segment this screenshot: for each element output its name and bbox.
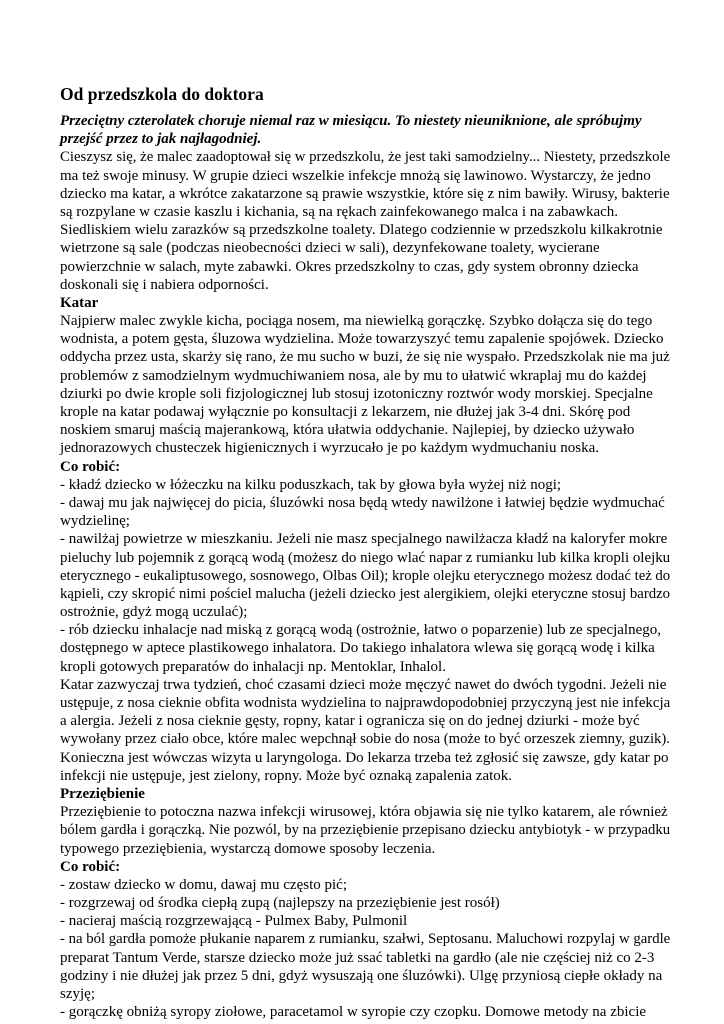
paragraph-line: oddycha przez usta, skarży się rano, że mu sucho w buzi, że się nie wyspało. Przedszkolak nie ma już <box>60 349 670 366</box>
paragraph-line: - nacieraj maścią rozgrzewającą - Pulmex Baby, Pulmonil <box>60 913 408 930</box>
document-page <box>60 84 670 1021</box>
paragraph-line: pieluchy lub pojemnik z gorącą wodą (możesz do niego wlać napar z rumianku lub kilka kropli olejku <box>60 549 671 566</box>
paragraph-line: preparat Tantum Verde, starsze dziecko może już ssać tabletki na gardło (ale nie częściej niż co 2-3 <box>60 949 655 966</box>
lead-paragraph-line: Przeciętny czterolatek choruje niemal raz w miesiącu. To niestety nieuniknione, ale spróbujmy <box>60 113 642 129</box>
paragraph-line: noskiem smaruj maścią majerankową, która ułatwia oddychanie. Najlepiej, by dziecko używało <box>60 422 635 439</box>
paragraph-line: - nawilżaj powietrze w mieszkaniu. Jeżeli nie masz specjalnego nawilżacza kładź na kaloryfer mokre <box>60 531 668 548</box>
section-heading: Przeziębienie <box>60 785 145 802</box>
paragraph-line: wodnista, a potem gęsta, śluzowa wydzielina. Może towarzyszyć temu zapalenie spojówek. Dziecko <box>60 331 664 348</box>
paragraph-line: Katar zazwyczaj trwa tydzień, choć czasami dzieci może męczyć nawet do dwóch tygodni. Jeżeli nie <box>60 676 667 693</box>
section-heading: Co robić: <box>60 858 121 875</box>
paragraph-line: - kładź dziecko w łóżeczku na kilku poduszkach, tak by głowa była wyżej niż nogi; <box>60 476 562 493</box>
paragraph-line: kropli gotowych preparatów do inhalacji np. Mentoklar, Inhalol. <box>60 658 446 675</box>
paragraph-line: - zostaw dziecko w domu, dawaj mu często pić; <box>60 876 347 893</box>
paragraph-line: doskonali się i nabiera odporności. <box>60 276 269 293</box>
paragraph-line: infekcji nie ustępuje, jest zielony, ropny. Może być oznaką zapalenia zatok. <box>60 767 513 784</box>
document-body <box>60 112 670 1021</box>
paragraph-line: dostępnego w aptece plastikowego inhalatora. Do takiego inhalatora wlewa się gorącą wodę i kilka <box>60 640 655 657</box>
paragraph-line: Cieszysz się, że malec zaadoptował się w przedszkolu, że jest taki samodzielny... Niestety, przedszkole <box>60 149 671 166</box>
paragraph-line: wywołany przez ciało obce, które malec wepchnął sobie do nosa (może to być orzeszek ziemny, guzik). <box>60 731 670 748</box>
paragraph-line: problemów z samodzielnym wydmuchiwaniem nosa, ale by mu to ułatwić wkraplaj mu do każdej <box>60 367 647 384</box>
paragraph-line: dziurki po dwie krople soli fizjologicznej lub stosuj izotoniczny roztwór wody morskiej. Specjalne <box>60 385 653 402</box>
paragraph-line: kąpieli, czy skropić nimi pościel malucha (jeżeli dziecko jest alergikiem, olejki eteryczne stosuj bardzo <box>60 585 671 602</box>
paragraph-line: eterycznego - eukaliptusowego, sosnowego, Olbas Oil); krople olejku eterycznego możesz dodać też do <box>60 567 671 584</box>
document-title: Od przedszkola do doktora <box>60 84 264 104</box>
section-heading: Katar <box>60 294 99 311</box>
paragraph-line: - na ból gardła pomoże płukanie naparem z rumianku, szałwi, Septosanu. Maluchowi rozpylaj w gardle <box>60 931 671 948</box>
paragraph-line: - rób dziecku inhalacje nad miską z gorącą wodą (ostrożnie, łatwo o poparzenie) lub ze specjalnego, <box>60 622 661 639</box>
section-heading: Co robić: <box>60 458 121 475</box>
paragraph-line: szyję; <box>60 986 95 1002</box>
paragraph-line: Przeziębienie to potoczna nazwa infekcji wirusowej, która objawia się nie tylko katarem, ale również <box>60 804 668 821</box>
lead-paragraph-line: przejść przez to jak najłagodniej. <box>60 131 262 148</box>
paragraph-line: dziecko ma katar, a wkrótce zakatarzone są prawie wszystkie, które się z nim bawiły. Wirusy, bakterie <box>60 185 670 202</box>
paragraph-line: Siedliskiem wielu zarazków są przedszkolne toalety. Dlatego codziennie w przedszkolu kilkakrotnie <box>60 222 663 239</box>
paragraph-line: Konieczna jest wówczas wizyta u laryngologa. Do lekarza trzeba też zgłosić się zawsze, gdy katar po <box>60 749 669 766</box>
paragraph-line: są rozpylane w czasie kaszlu i kichania, są na rękach zainfekowanego malca i na zabawkach. <box>60 203 619 220</box>
paragraph-line: ustępuje, z nosa cieknie obfita wodnista wydzielina to najprawdopodobniej przyczyną jest nie infekcja <box>60 695 671 711</box>
paragraph-line: a alergia. Jeżeli z nosa cieknie gęsty, ropny, katar i ogranicza się on do jednej dziurki - może być <box>60 713 640 730</box>
paragraph-line: Najpierw malec zwykle kicha, pociąga nosem, ma niewielką gorączkę. Szybko dołącza się do tego <box>60 313 653 330</box>
paragraph-line: jednorazowych chusteczek higienicznych i wyrzucało je po każdym wydmuchaniu noska. <box>60 440 599 457</box>
paragraph-line: bólem gardła i gorączką. Nie pozwól, by na przeziębienie przepisano dziecku antybiotyk - w przypadku <box>60 822 671 839</box>
paragraph-line: godziny i nie dłużej jak przez 5 dni, gdyż wysuszają one śluzówki). Ulgę przyniosą ciepłe okłady na <box>60 967 663 984</box>
paragraph-line: powierzchnie w salach, myte zabawki. Okres przedszkolny to czas, gdy system obronny dziecka <box>60 258 639 275</box>
paragraph-line: - dawaj mu jak najwięcej do picia, śluzówki nosa będą wtedy nawilżone i łatwiej będzie wydmuchać <box>60 494 665 511</box>
paragraph-line: wydzielinę; <box>60 513 130 530</box>
paragraph-line: typowego przeziębienia, wystarczą domowe sposoby leczenia. <box>60 840 436 857</box>
paragraph-line: - gorączkę obniżą syropy ziołowe, paracetamol w syropie czy czopku. Domowe metody na zbicie <box>60 1004 647 1021</box>
paragraph-line: - rozgrzewaj od środka ciepłą zupą (najlepszy na przeziębienie jest rosół) <box>60 895 500 912</box>
paragraph-line: wietrzone są sale (podczas nieobecności dzieci w sali), dezynfekowane toalety, wycierane <box>60 240 600 257</box>
paragraph-line: ma też swoje minusy. W grupie dzieci wszelkie infekcje mnożą się lawinowo. Wystarczy, że jedno <box>60 167 651 184</box>
paragraph-line: ostrożnie, gdyż mogą uczulać); <box>60 604 248 621</box>
paragraph-line: krople na katar podawaj wyłącznie po konsultacji z lekarzem, nie dłużej jak 3-4 dni. Skórę pod <box>60 404 631 420</box>
